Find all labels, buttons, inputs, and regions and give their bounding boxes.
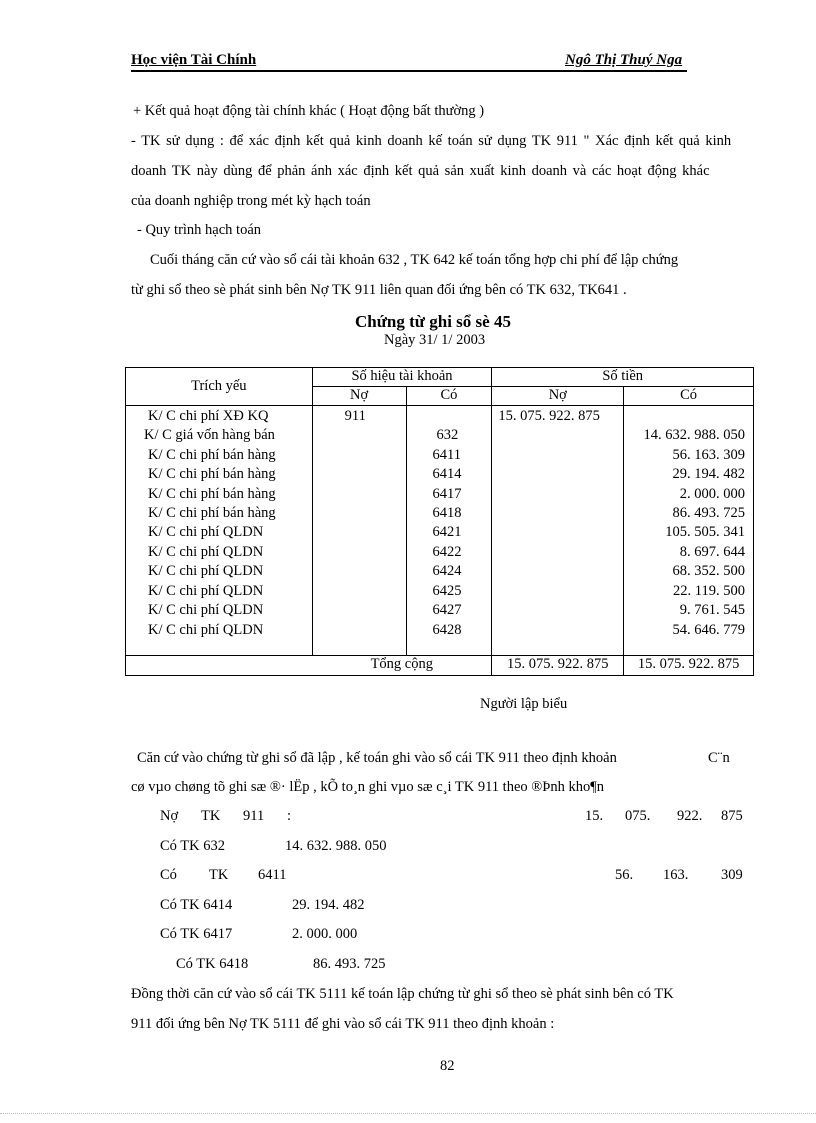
entry1-no: Nợ	[160, 808, 179, 824]
account-credit-10: 6427	[432, 602, 462, 618]
body2-line-1: Căn cứ vào chứng từ ghi sổ đã lập , kế toán ghi vào sổ cái TK 911 theo định khoản	[137, 750, 617, 766]
body2-line-1-tail: C¨n	[708, 750, 730, 766]
intro-line-5: - Quy trình hạch toán	[137, 222, 262, 238]
header-amount: Số tiền	[492, 368, 754, 387]
closing-line-1: Đồng thời căn cứ vào sổ cái TK 5111 kế toán lập chứng từ ghi sổ theo sè phát sinh bên có TK	[131, 986, 674, 1002]
amount-credit-8: 68. 352. 500	[672, 563, 745, 579]
desc-9: K/ C chi phí QLDN	[148, 583, 264, 599]
entry1-account: 911	[243, 808, 265, 824]
intro-line-4: của doanh nghiệp trong mét kỳ hạch toán	[131, 193, 371, 209]
account-credit-1: 632	[436, 427, 459, 443]
amount-credit-3: 29. 194. 482	[672, 466, 745, 482]
total-spacer	[126, 656, 313, 676]
col-description	[126, 406, 313, 656]
entry3-val-2: 163.	[663, 867, 689, 883]
desc-0: K/ C chi phí XĐ KQ	[148, 408, 269, 424]
entry1-val-4: 875	[721, 808, 743, 824]
entry3-val-3: 309	[721, 867, 743, 883]
amount-credit-9: 22. 119. 500	[673, 583, 745, 599]
account-credit-11: 6428	[432, 622, 462, 638]
voucher-table	[125, 367, 754, 676]
closing-line-2: 911 đối ứng bên Nợ TK 5111 để ghi vào sổ cái TK 911 theo định khoản :	[131, 1016, 555, 1032]
entry1-val-2: 075.	[625, 808, 651, 824]
col-amount-debit	[492, 406, 624, 656]
header-rule	[131, 70, 687, 72]
entry6-label: Có TK 6418	[176, 956, 249, 972]
desc-4: K/ C chi phí bán hàng	[148, 486, 276, 502]
amount-credit-6: 105. 505. 341	[665, 524, 745, 540]
desc-1: K/ C giá vốn hàng bán	[144, 427, 275, 443]
header-amount-debit: Nợ	[492, 387, 624, 406]
entry1-colon: :	[287, 808, 292, 824]
amount-credit-2: 56. 163. 309	[672, 447, 745, 463]
entry1-tk: TK	[201, 808, 221, 824]
header-author: Ngô Thị Thuý Nga	[565, 52, 683, 68]
entry6-value: 86. 493. 725	[313, 956, 386, 972]
header-institution: Học viện Tài Chính	[131, 52, 257, 68]
voucher-title: Chứng từ ghi sổ sè 45	[355, 312, 511, 331]
entry2-label: Có TK 632	[160, 838, 225, 854]
account-credit-7: 6422	[432, 544, 462, 560]
header-account-no: Số hiệu tài khoản	[312, 368, 492, 387]
account-credit-9: 6425	[432, 583, 462, 599]
amount-debit-0: 15. 075. 922. 875	[498, 408, 600, 424]
account-credit-2: 6411	[432, 447, 461, 463]
entry4-label: Có TK 6414	[160, 897, 233, 913]
intro-line-3: doanh TK này dùng để phản ánh xác định kết quả sản xuất kinh doanh và các hoạt động khác	[131, 163, 710, 179]
col-amount-credit	[624, 406, 754, 656]
desc-8: K/ C chi phí QLDN	[148, 563, 264, 579]
account-debit-0: 911	[344, 408, 366, 424]
account-credit-5: 6418	[432, 505, 462, 521]
desc-3: K/ C chi phí bán hàng	[148, 466, 276, 482]
entry3-val-1: 56.	[615, 867, 634, 883]
total-debit: 15. 075. 922. 875	[492, 656, 624, 676]
amount-credit-7: 8. 697. 644	[679, 544, 745, 560]
col-account-credit	[406, 406, 492, 656]
account-credit-3: 6414	[432, 466, 462, 482]
entry1-val-3: 922.	[677, 808, 703, 824]
entry4-value: 29. 194. 482	[292, 897, 365, 913]
entry3-co: Có	[160, 867, 177, 883]
account-credit-6: 6421	[432, 524, 462, 540]
intro-line-2: - TK sử dụng : để xác định kết quả kinh doanh kế toán sử dụng TK 911 " Xác định kết quả kinh	[131, 133, 732, 149]
total-label: Tổng cộng	[312, 656, 492, 676]
intro-line-1: + Kết quả hoạt động tài chính khác ( Hoạt động bất thường )	[133, 103, 485, 119]
header-description: Trích yếu	[126, 368, 313, 406]
body2-line-2: cø vµo chøng tõ ghi sæ ®· lËp , kÕ to¸n ghi vµo sæ c¸i TK 911 theo ®Þnh kho¶n	[131, 779, 605, 795]
entry3-account: 6411	[258, 867, 287, 883]
account-credit-4: 6417	[432, 486, 462, 502]
amount-credit-10: 9. 761. 545	[679, 602, 745, 618]
amount-credit-5: 86. 493. 725	[672, 505, 745, 521]
account-credit-8: 6424	[432, 563, 462, 579]
voucher-date: Ngày 31/ 1/ 2003	[384, 332, 486, 348]
header-account-credit: Có	[406, 387, 492, 406]
total-credit: 15. 075. 922. 875	[624, 656, 754, 676]
entry1-val-1: 15.	[585, 808, 604, 824]
entry3-tk: TK	[209, 867, 229, 883]
desc-5: K/ C chi phí bán hàng	[148, 505, 276, 521]
entry5-value: 2. 000. 000	[292, 926, 358, 942]
intro-line-7: từ ghi sổ theo sè phát sinh bên Nợ TK 911 liên quan đối ứng bên có TK 632, TK641 .	[131, 282, 627, 298]
desc-2: K/ C chi phí bán hàng	[148, 447, 276, 463]
header-amount-credit: Có	[624, 387, 754, 406]
page-bottom-rule	[0, 1113, 816, 1114]
entry2-value: 14. 632. 988. 050	[285, 838, 387, 854]
desc-10: K/ C chi phí QLDN	[148, 602, 264, 618]
preparer-label: Người lập biểu	[480, 696, 568, 712]
intro-line-6: Cuối tháng căn cứ vào sổ cái tài khoản 632 , TK 642 kế toán tổng hợp chi phí để lập chứng	[150, 252, 679, 268]
desc-6: K/ C chi phí QLDN	[148, 524, 264, 540]
table-body-row	[126, 406, 754, 656]
amount-credit-4: 2. 000. 000	[679, 486, 745, 502]
page-number: 82	[440, 1058, 455, 1074]
col-account-debit	[312, 406, 406, 656]
desc-11: K/ C chi phí QLDN	[148, 622, 264, 638]
desc-7: K/ C chi phí QLDN	[148, 544, 264, 560]
amount-credit-1: 14. 632. 988. 050	[643, 427, 745, 443]
entry5-label: Có TK 6417	[160, 926, 233, 942]
header-account-debit: Nợ	[312, 387, 406, 406]
amount-credit-11: 54. 646. 779	[672, 622, 745, 638]
